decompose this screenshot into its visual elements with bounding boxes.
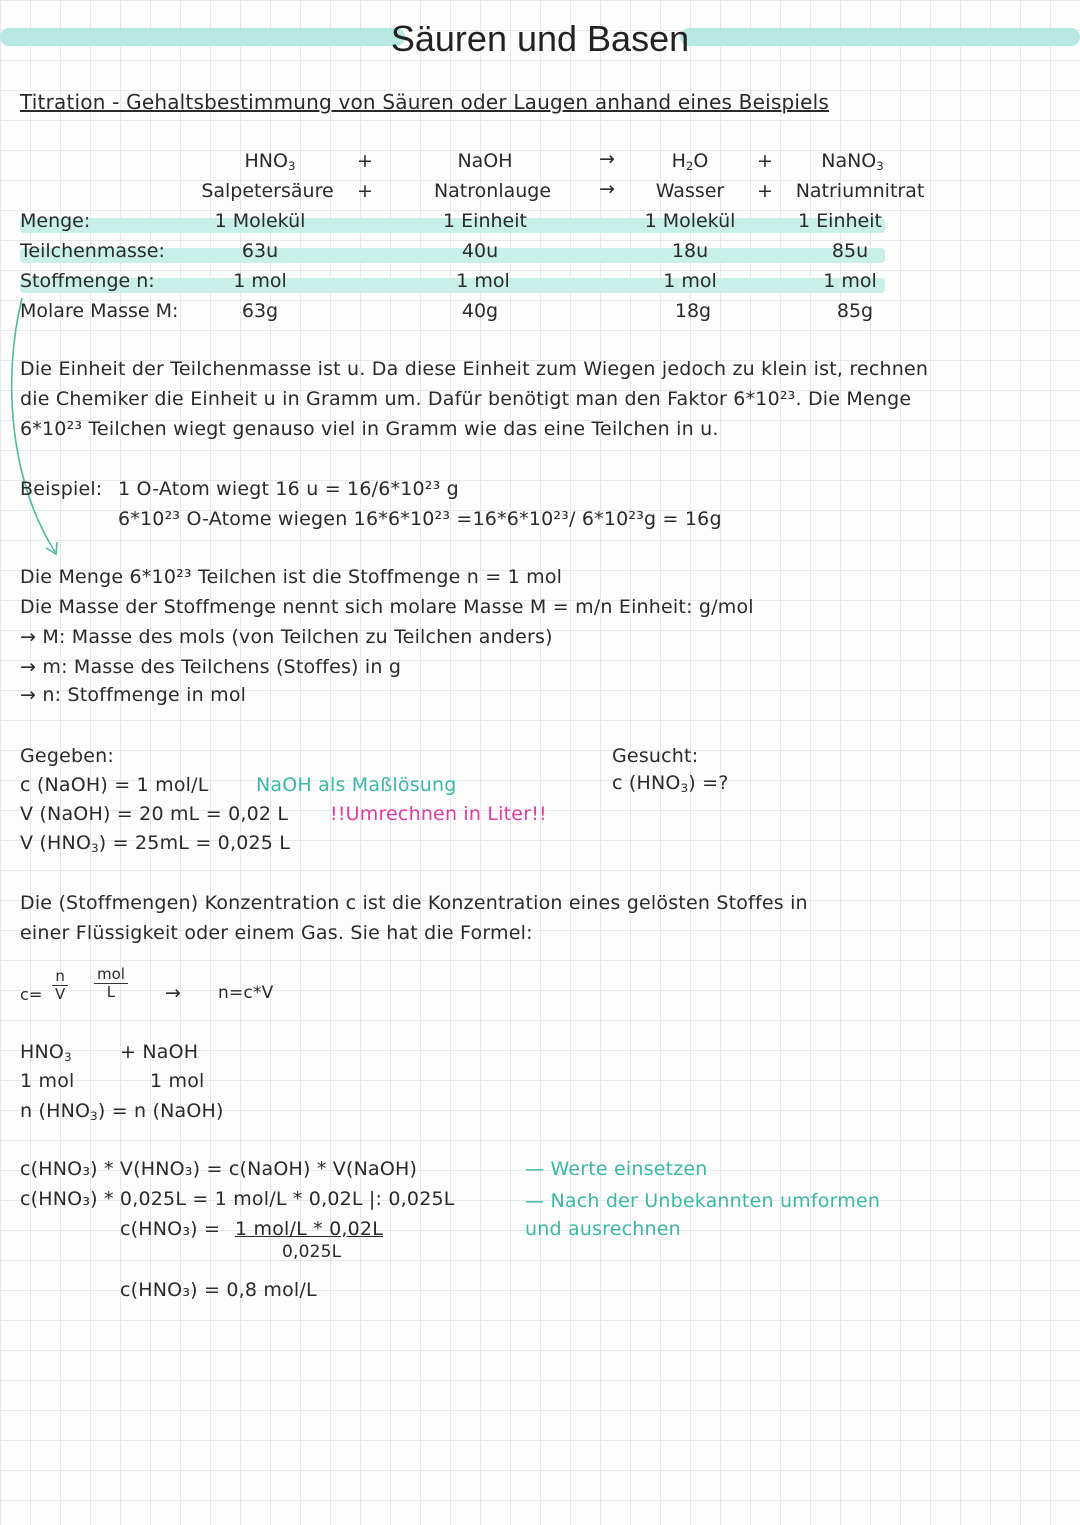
- paragraph-einheit-line-2: die Chemiker die Einheit u in Gramm um. Dafür benötigt man den Faktor 6*10²³. Die Menge: [20, 388, 912, 410]
- cell-teilchenmasse-naoh: 40u: [461, 240, 499, 262]
- arrow-1: →: [599, 148, 615, 170]
- page-title: Säuren und Basen: [390, 18, 690, 59]
- cell-teilchenmasse-hno3: 63u: [241, 240, 279, 262]
- stoich-hno3: $HNO_3$: [20, 1041, 72, 1064]
- stoich-mol-2: 1 mol: [150, 1070, 205, 1092]
- given-v-hno3: V $(HNO_3) = 25mL = 0,025$ L: [20, 832, 291, 855]
- name-natronlauge: Natronlauge: [433, 180, 552, 202]
- arrow-2: →: [599, 178, 615, 200]
- given-c-naoh: c (NaOH) = 1 mol/L: [20, 774, 209, 796]
- mol-line-1: Die Menge 6*10²³ Teilchen ist die Stoffmenge n = 1 mol: [20, 566, 563, 588]
- mol-line-2: Die Masse der Stoffmenge nennt sich molare Masse M = m/n Einheit: g/mol: [20, 596, 754, 618]
- example-line-2: 6*10²³ O-Atome wiegen 16*6*10²³ =16*6*10²³/ 6*10²³g = 16g: [118, 508, 722, 530]
- formula-mol-over-l: [94, 966, 128, 1001]
- plus-2: +: [757, 150, 773, 172]
- formula-hno3: $HNO_3$: [244, 150, 296, 173]
- page-subtitle: Titration - Gehaltsbestimmung von Säuren oder Laugen anhand eines Beispiels: [20, 90, 829, 114]
- mol-line-4: → m: Masse des Teilchens (Stoffes) in g: [20, 656, 402, 678]
- stoich-plus-naoh: + NaOH: [120, 1041, 199, 1063]
- row-label-menge: Menge:: [20, 210, 91, 232]
- row-label-teilchenmasse: Teilchenmasse:: [20, 240, 165, 262]
- formula-arrow: →: [165, 982, 182, 1004]
- note-umformen: — Nach der Unbekannten umformen: [525, 1190, 881, 1212]
- cell-molare-masse-naoh: 40g: [461, 300, 499, 322]
- formula-n-over-v: [52, 968, 68, 1003]
- cell-teilchenmasse-nano3: 85u: [831, 240, 869, 262]
- name-wasser: Wasser: [655, 180, 725, 202]
- cell-stoffmenge-nano3: 1 mol: [823, 270, 877, 292]
- calc-line-3-numerator: 1 mol/L * 0,02L: [235, 1218, 383, 1240]
- formula-n: n: [52, 968, 68, 986]
- stoich-equation: n $(HNO_3) = n$ (NaOH): [20, 1100, 224, 1123]
- given-v-naoh-note: !!Umrechnen in Liter!!: [330, 803, 547, 825]
- formula-rearranged: n=c*V: [218, 983, 274, 1003]
- paragraph-einheit-line-1: Die Einheit der Teilchenmasse ist u. Da diese Einheit zum Wiegen jedoch zu klein ist, rechnen: [20, 358, 929, 380]
- calc-result: c(HNO₃) = 0,8 mol/L: [120, 1279, 317, 1301]
- calc-line-1: c(HNO₃) * V(HNO₃) = c(NaOH) * V(NaOH): [20, 1158, 418, 1180]
- mol-line-3: → M: Masse des mols (von Teilchen zu Teilchen anders): [20, 626, 553, 648]
- calc-line-3-denominator: 0,025L: [282, 1242, 342, 1262]
- name-salpetersaeure: Salpetersäure: [201, 180, 334, 202]
- cell-stoffmenge-naoh: 1 mol: [456, 270, 510, 292]
- mol-line-5: → n: Stoffmenge in mol: [20, 684, 247, 706]
- cell-molare-masse-hno3: 63g: [241, 300, 279, 322]
- cell-molare-masse-h2o: 18g: [674, 300, 712, 322]
- wanted-heading: Gesucht:: [612, 745, 699, 767]
- given-heading: Gegeben:: [20, 745, 114, 767]
- plus-4: +: [757, 180, 773, 202]
- stoich-mol-1: 1 mol: [20, 1070, 75, 1092]
- given-c-naoh-note: NaOH als Maßlösung: [256, 774, 457, 796]
- wanted-c-hno3: c $(HNO_3)$ =?: [612, 772, 729, 795]
- formula-mol: mol: [94, 966, 128, 984]
- cell-menge-hno3: 1 Molekül: [214, 210, 306, 232]
- plus-3: +: [357, 180, 373, 202]
- row-label-stoffmenge: Stoffmenge n:: [20, 270, 155, 292]
- row-label-molare-masse: Molare Masse M:: [20, 300, 179, 322]
- example-label: Beispiel:: [20, 478, 103, 500]
- formula-c-eq: c=: [20, 985, 43, 1004]
- concentration-line-1: Die (Stoffmengen) Konzentration c ist die Konzentration eines gelösten Stoffes in: [20, 892, 808, 914]
- calc-line-2: c(HNO₃) * 0,025L = 1 mol/L * 0,02L |: 0,025L: [20, 1188, 455, 1210]
- cell-menge-nano3: 1 Einheit: [798, 210, 882, 232]
- formula-h2o: $H_2O$: [671, 150, 709, 173]
- example-line-1: 1 O-Atom wiegt 16 u = 16/6*10²³ g: [118, 478, 459, 500]
- formula-naoh: NaOH: [457, 150, 513, 172]
- name-natriumnitrat: Natriumnitrat: [795, 180, 925, 202]
- cell-menge-h2o: 1 Molekül: [644, 210, 736, 232]
- note-ausrechnen: und ausrechnen: [525, 1218, 681, 1240]
- cell-molare-masse-nano3: 85g: [836, 300, 874, 322]
- cell-stoffmenge-h2o: 1 mol: [663, 270, 717, 292]
- plus-1: +: [357, 150, 373, 172]
- given-v-naoh: V (NaOH) = 20 mL = 0,02 L: [20, 803, 289, 825]
- paragraph-einheit-line-3: 6*10²³ Teilchen wiegt genauso viel in Gramm wie das eine Teilchen in u.: [20, 418, 719, 440]
- concentration-line-2: einer Flüssigkeit oder einem Gas. Sie hat die Formel:: [20, 922, 533, 944]
- note-werte-einsetzen: — Werte einsetzen: [525, 1158, 708, 1180]
- calc-line-3-lhs: c(HNO₃) =: [120, 1218, 221, 1240]
- cell-menge-naoh: 1 Einheit: [443, 210, 527, 232]
- formula-nano3: NaNO$_3$: [821, 150, 884, 173]
- cell-stoffmenge-hno3: 1 mol: [233, 270, 287, 292]
- formula-v: V: [55, 985, 66, 1003]
- formula-l: L: [106, 983, 116, 1001]
- cell-teilchenmasse-h2o: 18u: [671, 240, 709, 262]
